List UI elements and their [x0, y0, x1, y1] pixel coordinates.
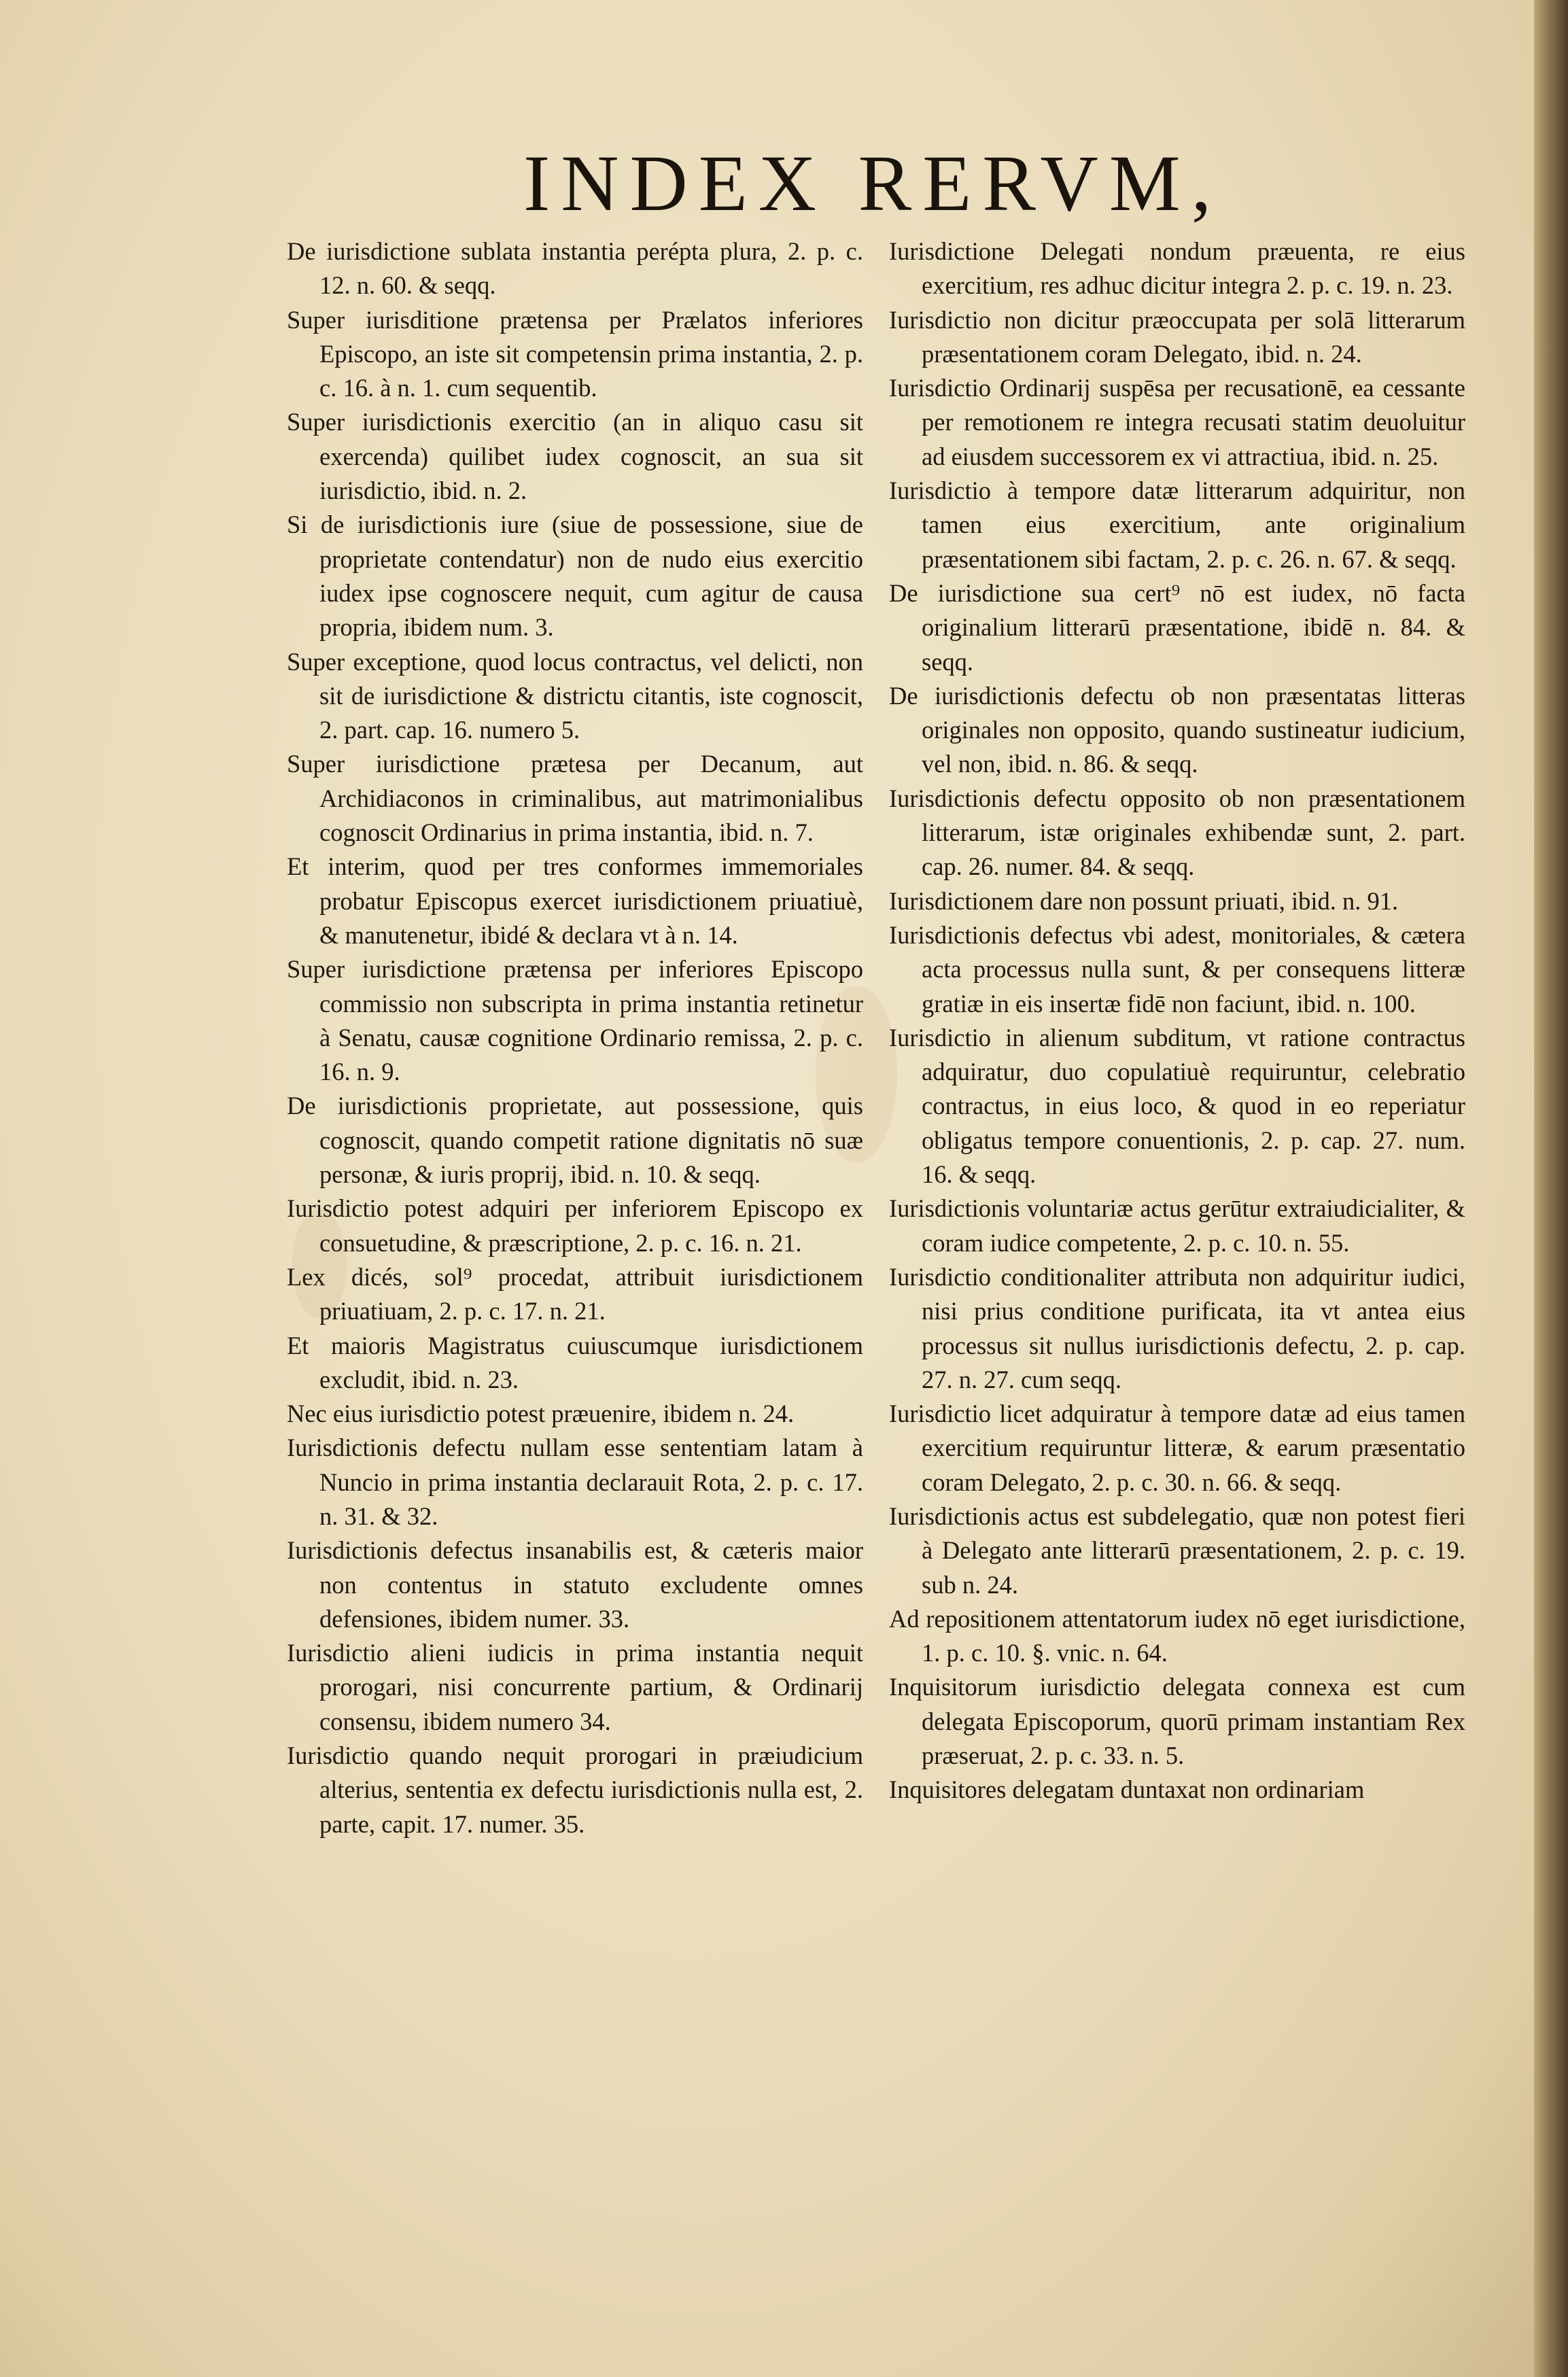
index-entry: Iurisdictio licet adquiratur à tempore datæ ad eius tamen exercitium requiruntur litteræ, & earum præsentatio coram Delegato, 2. p. c. 30. n. 66. & seqq. [889, 1400, 1465, 1496]
index-entry: Nec eius iurisdictio potest præuenire, ibidem n. 24. [287, 1400, 795, 1428]
index-entry: Iurisdictio potest adquiri per inferiorem Episcopo ex consuetudine, & præscriptione, 2. p. c. 16. n. 21. [287, 1194, 863, 1257]
index-entry: Iurisdictio alieni iudicis in prima instantia nequit prorogari, nisi concurrente partium, & Ordinarij consensu, ibidem numero 34. [287, 1639, 863, 1735]
index-entry: Lex dicés, sol⁹ procedat, attribuit iurisdictionem priuatiuam, 2. p. c. 17. n. 21. [287, 1262, 863, 1325]
index-entry: Iurisdictio conditionaliter attributa non adquiritur iudici, nisi prius conditione purificata, ita vt antea eius processus sit nullus iurisdictionis defectu, 2. p. cap. 27. n. 27. cum seqq. [889, 1262, 1465, 1393]
index-entry: De iurisdictione sua cert⁹ nō est iudex, nō facta originalium litterarū præsentatione, ibidē n. 84. & seqq. [889, 578, 1465, 676]
index-entry: Iurisdictionis voluntariæ actus gerūtur extraiudicialiter, & coram iudice competente, 2. p. c. 10. n. 55. [889, 1194, 1465, 1257]
index-entry: Super exceptione, quod locus contractus, vel delicti, non sit de iurisdictione & districtu citantis, iste cognoscit, 2. part. cap. 16. numero 5. [287, 647, 863, 744]
page-header: INDEX RERVM, [523, 139, 1223, 228]
index-entry: Iurisdictio in alienum subditum, vt ratione contractus adquiratur, duo copulatiuè requiruntur, celebratio contractus, in eius loco, & quod in eo reperiatur obligatus tempore conuentionis, 2. p. cap. 27. num. 16. & seqq. [889, 1023, 1465, 1189]
index-entry: Inquisitorum iurisdictio delegata connexa est cum delegata Episcoporum, quorū primam instantiam Rex præseruat, 2. p. c. 33. n. 5. [889, 1673, 1465, 1770]
index-entry: Iurisdictionis actus est subdelegatio, quæ non potest fieri à Delegato ante litterarū præsentationem, 2. p. c. 19. sub n. 24. [889, 1502, 1465, 1599]
index-entry: Et interim, quod per tres conformes immemoriales probatur Episcopus exercet iurisdictionem priuatiuè, & manutenetur, ibidé & declara vt à n. 14. [287, 852, 863, 949]
index-entry: Super iurisdictione prætensa per inferiores Episcopo commissio non subscripta in prima instantia retinetur à Senatu, causæ cognitione Ordinario remissa, 2. p. c. 16. n. 9. [287, 955, 863, 1086]
index-entry: Inquisitores delegatam duntaxat non ordinariam [889, 1775, 1365, 1804]
index-entry: Iurisdictionem dare non possunt priuati, ibid. n. 91. [889, 886, 1399, 915]
right-column [889, 235, 1465, 1807]
index-entry: Iurisdictione Delegati nondum præuenta, re eius exercitium, res adhuc dicitur integra 2. p. c. 19. n. 23. [889, 237, 1465, 300]
index-entry: Super iurisdictione prætesa per Decanum, aut Archidiaconos in criminalibus, aut matrimonialibus cognoscit Ordinarius in prima instantia, ibid. n. 7. [287, 750, 863, 847]
index-entry: Iurisdictio à tempore datæ litterarum adquiritur, non tamen eius exercitium, ante originalium præsentationem sibi factam, 2. p. c. 26. n. 67. & seqq. [889, 476, 1465, 573]
index-entry: Iurisdictionis defectus insanabilis est, & cæteris maior non contentus in statuto excludente omnes defensiones, ibidem numer. 33. [287, 1536, 863, 1633]
left-column [287, 235, 863, 1841]
index-entry: Iurisdictionis defectus vbi adest, monitoriales, & cætera acta processus nulla sunt, & per consequens litteræ gratiæ in eis insertæ fidē non faciunt, ibid. n. 100. [889, 920, 1465, 1018]
index-entry: Iurisdictio non dicitur præoccupata per solā litterarum præsentationem coram Delegato, ibid. n. 24. [889, 305, 1465, 368]
index-entry: De iurisdictionis defectu ob non præsentatas litteras originales non opposito, quando sustineatur iudicium, vel non, ibid. n. 86. & seqq. [889, 681, 1465, 778]
index-entry: Super iurisdictionis exercitio (an in aliquo casu sit exercenda) quilibet iudex cognoscit, an sua sit iurisdictio, ibid. n. 2. [287, 408, 863, 505]
index-entry: Iurisdictio quando nequit prorogari in præiudicium alterius, sententia ex defectu iurisdictionis nulla est, 2. parte, capit. 17. numer. 35. [287, 1741, 863, 1838]
index-entry: Super iurisditione prætensa per Prælatos inferiores Episcopo, an iste sit competensin prima instantia, 2. p. c. 16. à n. 1. cum sequentib. [287, 305, 863, 402]
index-entry: De iurisdictione sublata instantia perépta plura, 2. p. c. 12. n. 60. & seqq. [287, 237, 863, 300]
index-entry: Ad repositionem attentatorum iudex nō eget iurisdictione, 1. p. c. 10. §. vnic. n. 64. [889, 1604, 1465, 1667]
index-entry: De iurisdictionis proprietate, aut possessione, quis cognoscit, quando competit ratione dignitatis nō suæ personæ, & iuris proprij, ibid. n. 10. & seqq. [287, 1092, 863, 1189]
page-edge-shadow [1534, 0, 1568, 2377]
index-entry: Si de iurisdictionis iure (siue de possessione, siue de proprietate contendatur) non de nudo eius exercitio iudex ipse cognoscere nequit, cum agitur de causa propria, ibidem num. 3. [287, 510, 863, 642]
index-entry: Iurisdictionis defectu opposito ob non præsentationem litterarum, istæ originales exhibendæ sunt, 2. part. cap. 26. numer. 84. & seqq. [889, 784, 1465, 881]
index-entry: Iurisdictio Ordinarij suspēsa per recusationē, ea cessante per remotionem re integra recusati statim deuoluitur ad eiusdem successorem ex vi attractiua, ibid. n. 25. [889, 374, 1465, 470]
index-entry: Iurisdictionis defectu nullam esse sententiam latam à Nuncio in prima instantia declarauit Rota, 2. p. c. 17. n. 31. & 32. [287, 1434, 863, 1530]
index-entry: Et maioris Magistratus cuiuscumque iurisdictionem excludit, ibid. n. 23. [287, 1331, 863, 1393]
